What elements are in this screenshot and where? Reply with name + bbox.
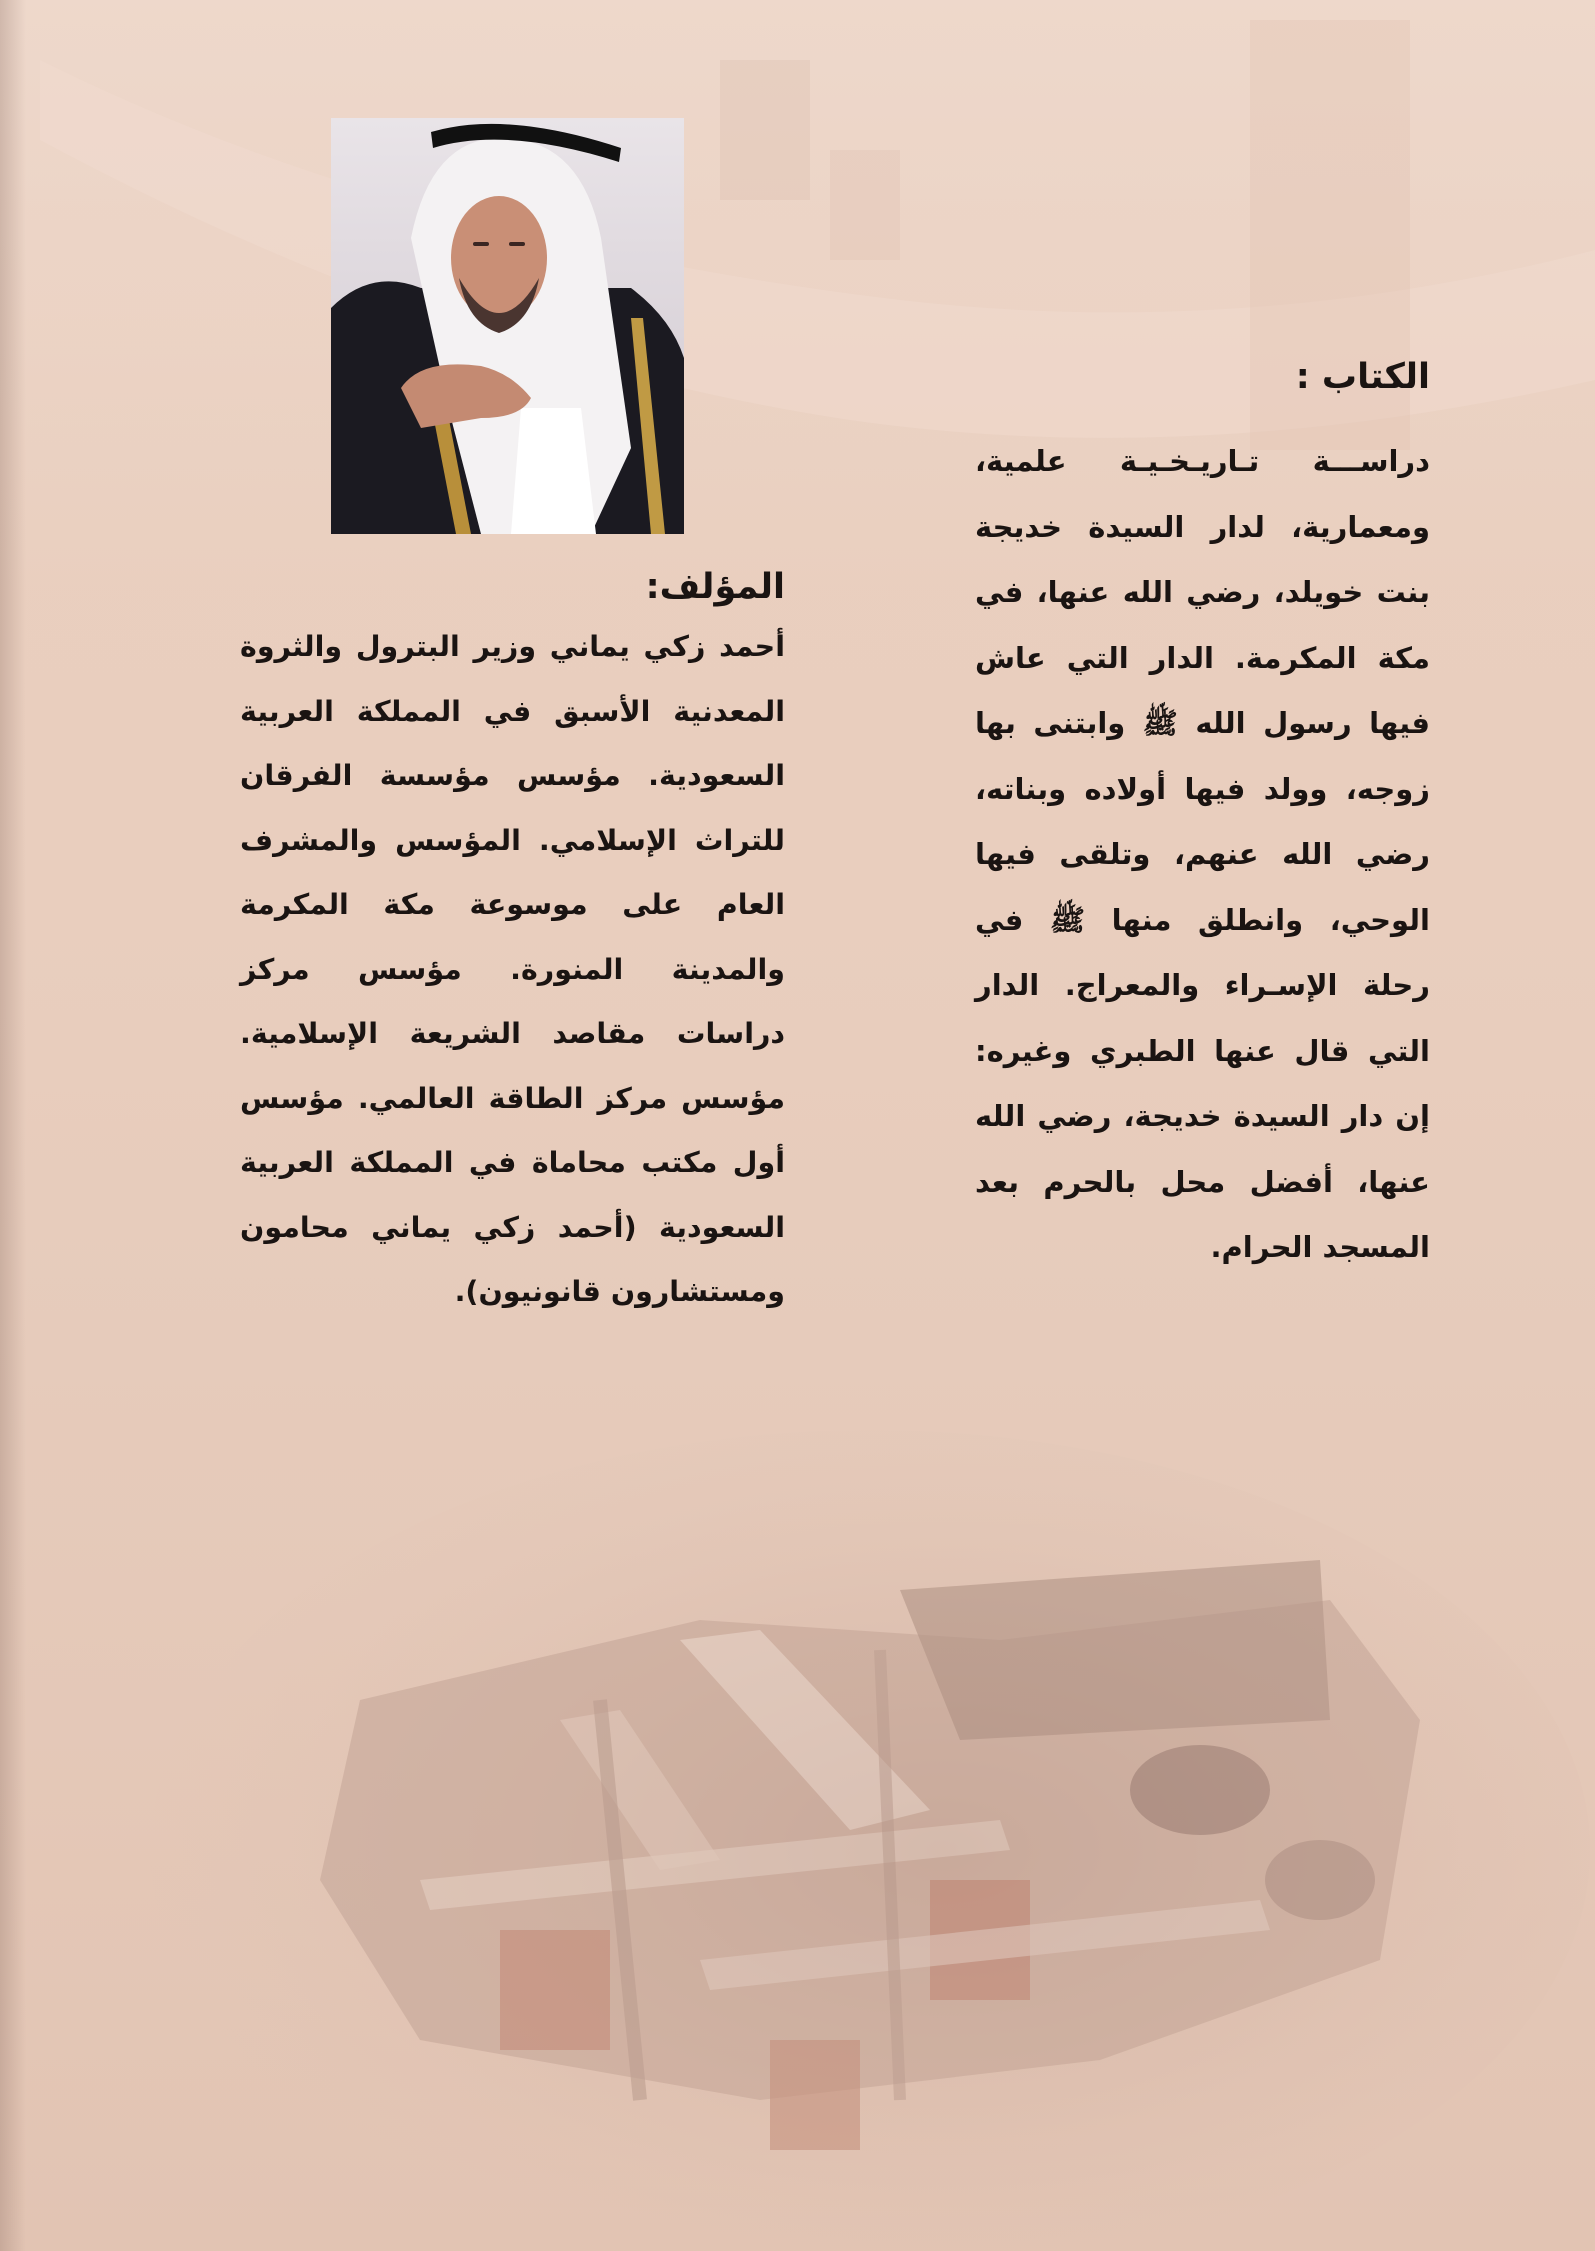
author-portrait xyxy=(331,118,684,534)
author-description xyxy=(240,565,785,1325)
page-edge-shadow xyxy=(0,0,26,2251)
book-heading: الكتاب : xyxy=(1295,357,1430,397)
book-description xyxy=(975,355,1430,1281)
book-text: دراســـة تـاريـخـيـة علمية، ومعمارية، لدار السيدة خديجة بنت خويلد، رضي الله عنها، في مكة المكرمة. الدار التي عاش فيها رسول الله ﷺ وابتنى بها زوجه، وولد فيها أولاده وبناته، رضي الله عنهم، وتلقى فيها الوحي، وانطلق منها ﷺ في رحلة الإسـراء والمعراج. الدار التي قال عنها الطبري وغيره: إن دار السيدة خديجة، رضي الله عنها، أفضل محل بالحرم بعد المسجد الحرام. xyxy=(975,444,1430,1264)
author-heading: المؤلف: xyxy=(645,567,785,607)
author-text: أحمد زكي يماني وزير البترول والثروة المعدنية الأسبق في المملكة العربية السعودية. مؤسس مؤسسة الفرقان للتراث الإسلامي. المؤسس والمشرف العام على موسوعة مكة المكرمة والمدينة المنورة. مؤسس مركز دراسات مقاصد الشريعة الإسلامية. مؤسس مركز الطاقة العالمي. مؤسس أول مكتب محاماة في المملكة العربية السعودية (أحمد زكي يماني محامون ومستشارون قانونيون). xyxy=(240,630,785,1308)
